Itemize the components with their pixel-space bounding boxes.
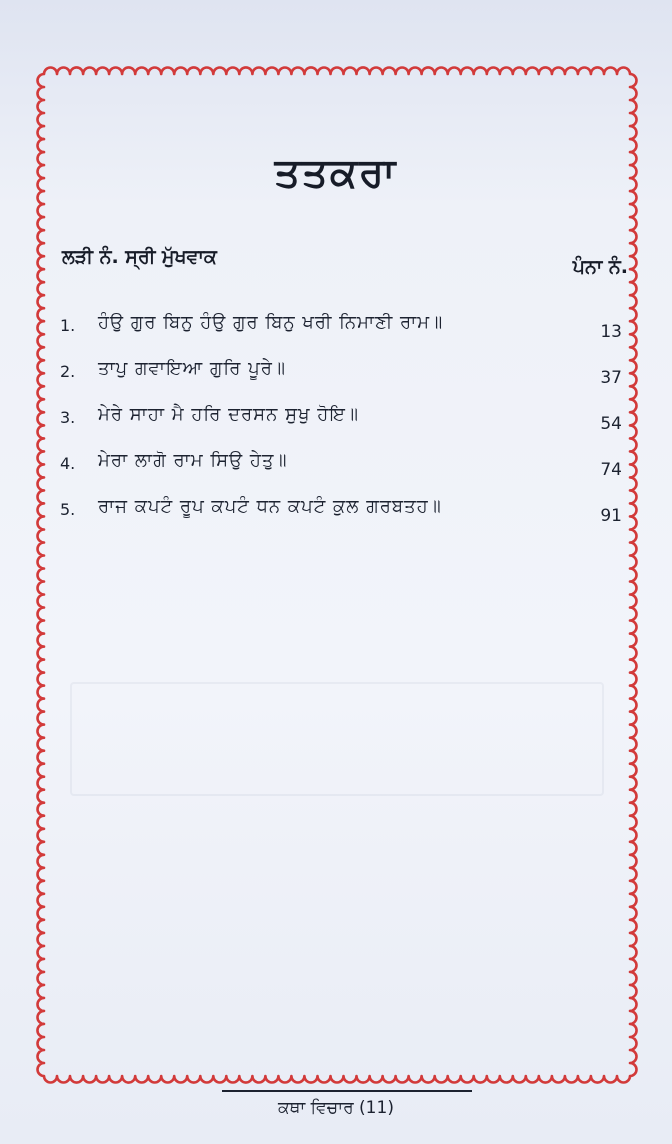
entry-text: ਤਾਪੁ ਗਵਾਇਆ ਗੁਰਿ ਪੂਰੇ॥ <box>98 358 286 379</box>
toc-entry <box>60 496 626 530</box>
entry-page: 13 <box>600 322 622 342</box>
entry-number: 5. <box>60 500 76 519</box>
entry-text: ਮੇਰਾ ਲਾਗੋ ਰਾਮ ਸਿਉ ਹੇਤੁ॥ <box>98 450 288 471</box>
entry-page: 37 <box>600 368 622 388</box>
toc-entry <box>60 312 626 346</box>
entry-text: ਮੇਰੇ ਸਾਹਾ ਮੈ ਹਰਿ ਦਰਸਨ ਸੁਖੁ ਹੋਇ॥ <box>98 404 360 425</box>
toc-entry <box>60 358 626 392</box>
entry-number: 4. <box>60 454 76 473</box>
entry-number: 2. <box>60 362 76 381</box>
entry-number: 1. <box>60 316 76 335</box>
entry-page: 74 <box>600 460 622 480</box>
entry-number: 3. <box>60 408 76 427</box>
toc-entry <box>60 404 626 438</box>
entry-text: ਰਾਜ ਕਪਟੰ ਰੂਪ ਕਪਟੰ ਧਨ ਕਪਟੰ ਕੁਲ ਗਰਬਤਹ॥ <box>98 496 442 517</box>
column-header-page-number: ਪੰਨਾ ਨੰ. <box>572 256 628 278</box>
entry-page: 54 <box>600 414 622 434</box>
page-footer: ਕਥਾ ਵਿਚਾਰ (11) <box>278 1098 394 1118</box>
page-title: ਤਤਕਰਾ <box>274 150 398 196</box>
entry-page: 91 <box>600 506 622 526</box>
toc-entry <box>60 450 626 484</box>
entry-text: ਹੰਉ ਗੁਰ ਬਿਨੁ ਹੰਉ ਗੁਰ ਬਿਨੁ ਖਰੀ ਨਿਮਾਣੀ ਰਾਮ॥ <box>98 312 444 333</box>
footer-rule <box>222 1090 472 1092</box>
column-header-serial-verse: ਲੜੀ ਨੰ. ਸ੍ਰੀ ਮੁੱਖਵਾਕ <box>62 246 217 268</box>
